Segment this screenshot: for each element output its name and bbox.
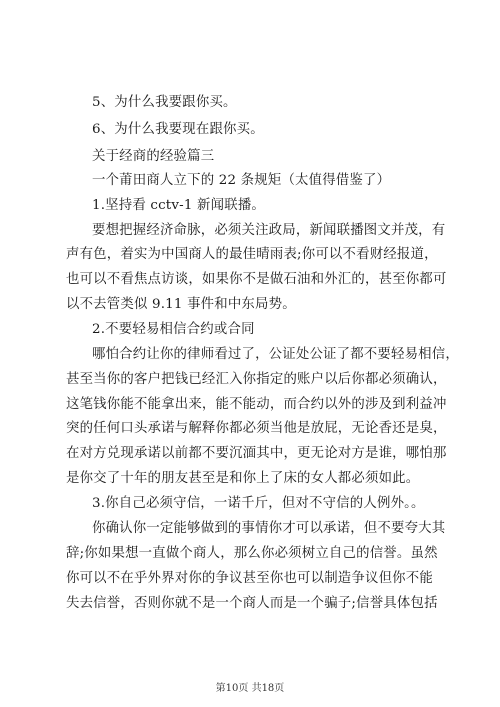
- paragraph-line: 是你交了十年的朋友甚至是和你上了床的女人都必须如此。: [66, 471, 420, 486]
- paragraph-line: 辞;你如果想一直做个商人，那么你必须树立自己的信誉。虽然: [66, 546, 438, 561]
- rule-2-heading: 2.不要轻易相信合约或合同: [92, 322, 255, 337]
- paragraph-line: 突的任何口头承诺与解释你都必须当他是放屁，无论香还是臭，: [66, 421, 447, 436]
- paragraph-line: 在对方兑现承诺以前都不要沉湎其中，更无论对方是谁，哪怕那: [66, 446, 447, 461]
- rule-3-heading: 3.你自己必须守信，一诺千斤，但对不守信的人例外。。: [92, 496, 425, 511]
- text-line-1: 5、为什么我要跟你买。: [92, 95, 237, 110]
- article-title: 一个莆田商人立下的 22 条规矩（太值得借鉴了）: [92, 173, 391, 188]
- page-footer: 第10页 共18页: [215, 683, 285, 694]
- paragraph-line: 声有色，着实为中国商人的最佳晴雨表;你可以不看财经报道，: [66, 247, 438, 262]
- paragraph-line: 你确认你一定能够做到的事情你才可以承诺，但不要夸大其: [92, 521, 446, 536]
- text-line-2: 6、为什么我要现在跟你买。: [92, 122, 264, 137]
- paragraph-line: 要想把握经济命脉，必须关注政局，新闻联播图文并茂，有: [92, 223, 446, 238]
- paragraph-line: 甚至当你的客户把钱已经汇入你指定的账户以后你都必须确认，: [66, 372, 447, 387]
- paragraph-line: 失去信誉，否则你就不是一个商人而是一个骗子;信誉具体包括: [66, 596, 438, 611]
- paragraph-line: 也可以不看焦点访谈，如果你不是做石油和外汇的，甚至你都可: [66, 272, 447, 287]
- section-heading: 关于经商的经验篇三: [92, 149, 215, 164]
- paragraph-line: 你可以不在乎外界对你的争议甚至你也可以制造争议但你不能: [66, 571, 433, 586]
- paragraph-line: 哪怕合约让你的律师看过了，公证处公证了都不要轻易相信，: [92, 347, 459, 362]
- paragraph-line: 这笔钱你能不能拿出来，能不能动，而合约以外的涉及到利益冲: [66, 397, 447, 412]
- rule-1-heading: 1.坚持看 cctv-1 新闻联播。: [92, 198, 266, 213]
- paragraph-line: 以不去管类似 9.11 事件和中东局势。: [66, 297, 296, 312]
